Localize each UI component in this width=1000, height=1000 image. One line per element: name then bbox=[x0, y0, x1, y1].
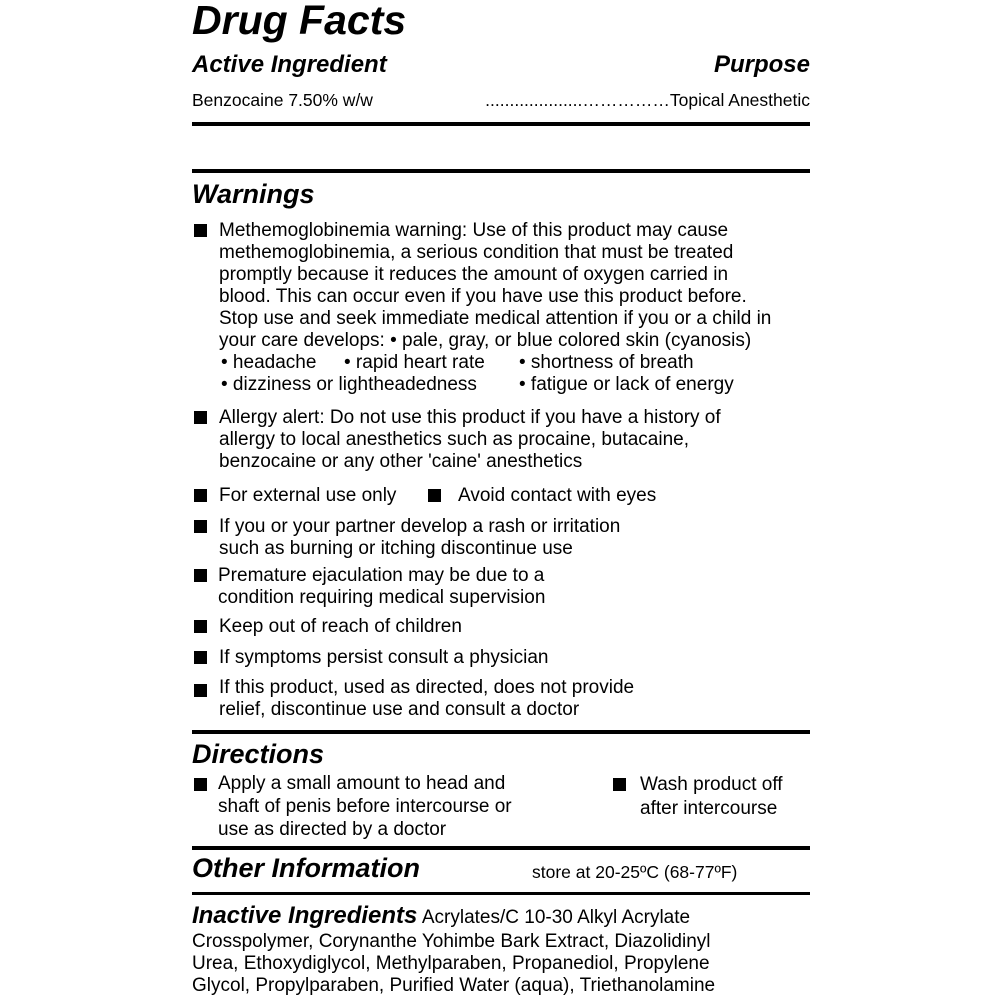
methemo-warning-line: Methemoglobinemia warning: Use of this product may cause bbox=[219, 220, 729, 241]
bullet-square bbox=[194, 569, 207, 582]
rule bbox=[192, 892, 810, 895]
drug-facts-panel bbox=[192, 0, 810, 1000]
methemo-warning-line: methemoglobinemia, a serious condition that must be treated bbox=[219, 242, 734, 263]
bullet-square bbox=[428, 489, 441, 502]
bullet-square bbox=[194, 684, 207, 697]
allergy-alert-line: benzocaine or any other 'caine' anesthetics bbox=[219, 451, 583, 472]
symptom-rapid-heart-rate: • rapid heart rate bbox=[344, 352, 485, 373]
inactive-ingredients-first-line bbox=[192, 902, 690, 932]
allergy-alert-line: Allergy alert: Do not use this product if you have a history of bbox=[219, 407, 721, 428]
drug-facts-title: Drug Facts bbox=[192, 0, 407, 43]
persist-warning: If symptoms persist consult a physician bbox=[219, 647, 549, 668]
premature-warning-line: Premature ejaculation may be due to a bbox=[218, 565, 545, 586]
leader-dots: ....................…………… bbox=[485, 90, 670, 110]
active-ingredient-purpose: Topical Anesthetic bbox=[669, 90, 810, 110]
bullet-square bbox=[194, 778, 207, 791]
other-information-heading: Other Information bbox=[192, 853, 420, 883]
methemo-warning-line: promptly because it reduces the amount of oxygen carried in bbox=[219, 264, 729, 285]
external-use-warning: For external use only bbox=[219, 485, 397, 506]
bullet-square bbox=[194, 489, 207, 502]
warnings-heading: Warnings bbox=[192, 179, 315, 209]
storage-info: store at 20-25ºC (68-77ºF) bbox=[532, 862, 738, 882]
inactive-ingredients-line: Acrylates/C 10-30 Alkyl Acrylate bbox=[421, 907, 691, 928]
children-warning: Keep out of reach of children bbox=[219, 616, 462, 637]
directions-heading: Directions bbox=[192, 739, 325, 769]
bullet-square bbox=[194, 620, 207, 633]
bullet-square bbox=[194, 520, 207, 533]
wash-direction-line: Wash product off bbox=[640, 774, 783, 795]
premature-warning-line: condition requiring medical supervision bbox=[218, 587, 546, 608]
inactive-ingredients-line: Urea, Ethoxydiglycol, Methylparaben, Propanediol, Propylene bbox=[192, 953, 710, 974]
active-ingredient-row bbox=[192, 89, 810, 111]
rash-warning-line: If you or your partner develop a rash or irritation bbox=[219, 516, 621, 537]
methemo-warning-line: blood. This can occur even if you have use this product before. bbox=[219, 286, 747, 307]
rash-warning-line: such as burning or itching discontinue use bbox=[219, 538, 573, 559]
symptom-dizziness: • dizziness or lightheadedness bbox=[221, 374, 477, 395]
symptom-headache: • headache bbox=[221, 352, 317, 373]
methemo-warning-line: Stop use and seek immediate medical attention if you or a child in bbox=[219, 308, 772, 329]
inactive-ingredients-line: Crosspolymer, Corynanthe Yohimbe Bark Extract, Diazolidinyl bbox=[192, 931, 711, 952]
active-ingredient-heading: Active Ingredient bbox=[192, 51, 387, 78]
relief-warning-line: relief, discontinue use and consult a doctor bbox=[219, 699, 580, 720]
rule bbox=[192, 846, 810, 850]
wash-direction-line: after intercourse bbox=[640, 798, 778, 819]
rule bbox=[192, 122, 810, 126]
avoid-eyes-warning: Avoid contact with eyes bbox=[458, 485, 657, 506]
inactive-ingredients-line: Glycol, Propylparaben, Purified Water (aqua), Triethanolamine bbox=[192, 975, 716, 996]
bullet-square bbox=[194, 411, 207, 424]
methemo-warning-line: your care develops: • pale, gray, or blue colored skin (cyanosis) bbox=[219, 330, 752, 351]
allergy-alert-line: allergy to local anesthetics such as procaine, butacaine, bbox=[219, 429, 689, 450]
rule bbox=[192, 169, 810, 173]
symptom-shortness-of-breath: • shortness of breath bbox=[519, 352, 694, 373]
rule bbox=[192, 730, 810, 734]
symptom-fatigue: • fatigue or lack of energy bbox=[519, 374, 734, 395]
bullet-square bbox=[613, 778, 626, 791]
inactive-ingredients-heading: Inactive Ingredients bbox=[192, 902, 418, 929]
bullet-square bbox=[194, 224, 207, 237]
active-ingredient-name: Benzocaine 7.50% w/w bbox=[192, 90, 373, 110]
apply-direction-line: use as directed by a doctor bbox=[218, 819, 447, 840]
relief-warning-line: If this product, used as directed, does not provide bbox=[219, 677, 635, 698]
apply-direction-line: shaft of penis before intercourse or bbox=[218, 796, 512, 817]
bullet-square bbox=[194, 651, 207, 664]
purpose-heading: Purpose bbox=[713, 51, 810, 78]
apply-direction-line: Apply a small amount to head and bbox=[218, 773, 506, 794]
